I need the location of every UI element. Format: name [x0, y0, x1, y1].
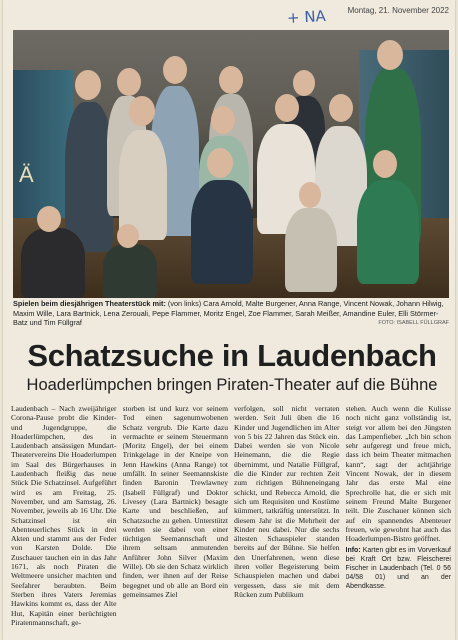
person-head — [75, 70, 101, 100]
article-paragraph: storben ist und kurz vor seinem Tod einen sagenumwobenen Schatz vergrub. Die Karte dazu vermachte er seinem Steuermann (Moritz Engel), der bei einem Trinkgelage in der Kneipe von Jenn Hawkins (Anna Range) tot umfällt. In seiner Seemannskiste finden Baronin Trewlawney (Isabell Füllgraf) und Doktor Livesey (Lara Bartnick) besagte Karte und beschließen, auf Schatzsuche zu gehen. Unterstützt werden sie dabei von einer tüchtigen Seemannschaft und ihrem seltsam anmutenden Anführer John Silver (Maxim Wille). Ob sie den Schatz wirklich finden, wer ihnen auf der Reise begegnet und ob alle an Bord ein gemeinsames Ziel — [122, 404, 228, 599]
person-figure — [65, 102, 113, 252]
person-figure — [103, 244, 157, 298]
article-column — [11, 404, 117, 640]
person-head — [299, 182, 321, 208]
person-head — [117, 224, 139, 248]
person-head — [207, 148, 233, 178]
person-head — [373, 150, 397, 178]
person-figure — [285, 208, 337, 292]
person-head — [219, 66, 243, 94]
stage-sign: Ä — [19, 162, 34, 187]
group-photo — [13, 30, 449, 298]
article-column — [123, 404, 229, 640]
photo-caption-lead: Spielen beim diesjährigen Theaterstück mit: — [13, 299, 166, 308]
article-paragraph: verfolgen, soll nicht verraten werden. Seit Juli üben die 16 Kinder und Jugendlichen im Alter von 5 bis 22 Jahren das Stück ein. Dabei werden sie von Nicole Heinemann, die die Regie übernimmt, und Natalie Füllgraf, die die Kinder zur rechten Zeit zum richtigen Bühneneingang schickt, und Rebecca Arnold, die sich um Requisiten und Kostüme kümmert, tatkräftig unterstützt. In diesem Jahr ist die Mehrheit der Kinder neu dabei. Nur die sechs ältesten Schauspieler standen bereits auf der Bühne. Sie helfen den Unerfahrenen, wenn diese ihren voller Begeisterung beim Schauspielen machen und dabei vergessen, dass sie mit dem Rücken zum Publikum — [234, 404, 340, 599]
dateline: Montag, 21. November 2022 — [347, 6, 449, 15]
info-text: Karten gibt es im Vorverkauf bei Kraft Ort bzw. Fleischerei Fischer in Laudenbach (Tel. 0 56 04/58 01) und an der Abendkasse. — [345, 547, 451, 591]
person-head — [293, 70, 315, 96]
handwritten-note: + NA — [286, 6, 327, 28]
article-body — [11, 404, 451, 640]
article-headline: Schatzsuche in Laudenbach — [27, 338, 437, 373]
photo-caption-names: (von links) Cara Arnold, Malte Burgener, Anna Range, Vincent Nowak, Johann Hilwig, Maxim Wille, Lara Bartnick, Lena Zerouali, Pepe Flammer, Moritz Engel, Zoe Flammer, Sarah Meißer, Amandine Euler, Elli Störmer-Batz und Tim Füllgraf — [13, 299, 444, 327]
photo-credit: FOTO: ISABELL FÜLLGRAF — [378, 320, 449, 326]
person-figure — [191, 180, 253, 284]
newspaper-page — [3, 0, 455, 640]
person-figure — [21, 228, 85, 298]
person-head — [275, 94, 299, 122]
person-head — [129, 96, 155, 126]
photo-caption — [13, 299, 449, 329]
person-head — [329, 94, 353, 122]
person-head — [37, 206, 61, 232]
article-paragraph: stehen. Auch wenn die Kulisse noch nicht ganz vollständig ist, steigt vor allem bei den Jüngsten das Lampenfieber. „Ich bin schon sehr aufgeregt und freue mich, dass ich beim Theater mitmachen kann“, sagt der achtjährige Vincent Nowak, der in diesem Jahr das erste Mal eine Sprechrolle hat, die er sich mit seinem Freund Malte Burgener teilt. Die Zuschauer können sich auf ein spannendes Abenteuer freuen, wie gewohnt hat auch das Hoaderlumpen-Bistro geöffnet. — [345, 404, 451, 544]
article-column — [234, 404, 340, 640]
person-figure — [357, 180, 419, 284]
person-head — [117, 68, 141, 96]
info-box — [346, 546, 452, 591]
article-column — [346, 404, 452, 640]
article-paragraph: Laudenbach – Nach zweijähriger Corona-Pause probt die Kinder- und Jugendgruppe, die Hoaderlümpchen, des in Laudenbach ansässigen Mundart-Theatervereins Die Hoaderlumpen im Saal des Bürgerhauses in Laudenbach fleißig das neue Stück Die Schatzinsel. Aufgeführt wird es am Freitag, 25. November, und am Samstag, 26. November, jeweils ab 16 Uhr. Die Schatzinsel ist ein Abenteuerliches Stück in drei Akten und stammt aus der Feder von Karsten Dolde. Die Zuschauer tauchen ein in das Jahr 1671, als noch Piraten die Weltmeere unsicher machten und Seefahrer beraubten. Beim Sterben ihres Vaters Jeremias Hawkins kommt es, dass der Alte Hut, Kapitän einer berüchtigten Piratenmannschaft, ge- — [11, 404, 117, 627]
info-label: Info: — [345, 547, 361, 555]
article-subheadline: Hoaderlümpchen bringen Piraten-Theater auf die Bühne — [26, 376, 438, 394]
backdrop-left — [13, 70, 73, 220]
person-head — [377, 40, 403, 70]
person-head — [163, 56, 187, 84]
person-head — [211, 106, 235, 134]
